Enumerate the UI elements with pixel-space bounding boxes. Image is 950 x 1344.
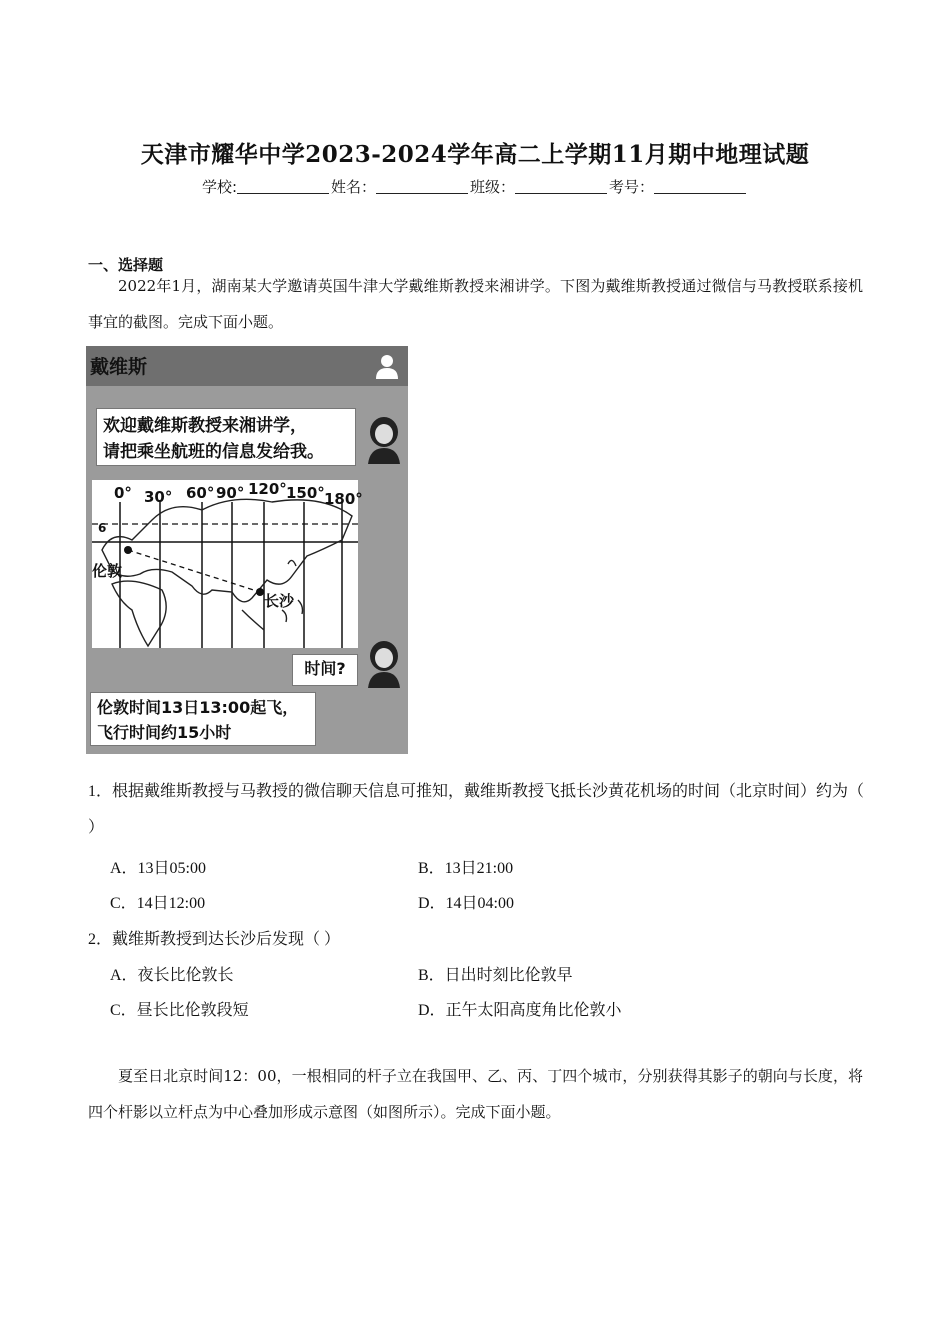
question-2-stem: 2．戴维斯教授到达长沙后发现（ ） <box>88 931 341 948</box>
q1-option-a[interactable]: A．13日05:00 <box>110 860 207 877</box>
degree-label: 150° <box>286 484 325 502</box>
chat-header <box>86 346 408 386</box>
world-map <box>92 480 363 648</box>
section-heading: 一、选择题 <box>88 256 164 274</box>
q1-option-c[interactable]: C．14日12:00 <box>110 895 206 912</box>
chat-contact-name: 戴维斯 <box>90 356 148 378</box>
london-point <box>124 546 132 554</box>
question-1-stem: 1．根据戴维斯教授与马教授的微信聊天信息可推知，戴维斯教授飞抵长沙黄花机场的时间（北京时间）约为（ ） <box>88 783 865 836</box>
q2-option-c[interactable]: C．昼长比伦敦段短 <box>110 1002 249 1019</box>
number-blank[interactable] <box>654 179 746 194</box>
degree-label: 60° <box>186 484 215 502</box>
school-label: 学校: <box>201 178 237 196</box>
latitude-label: 6 <box>98 521 107 535</box>
q1-option-b[interactable]: B．13日21:00 <box>418 860 514 877</box>
page-title: 天津市耀华中学2023-2024学年高二上学期11月期中地理试题 <box>140 141 810 168</box>
class-blank[interactable] <box>515 179 607 194</box>
student-info-line <box>0 176 950 197</box>
message-1-line-1: 欢迎戴维斯教授来湘讲学， <box>103 416 307 436</box>
wechat-screenshot-figure <box>86 346 408 754</box>
message-bubble-1 <box>96 408 356 466</box>
name-label: 姓名： <box>331 178 377 196</box>
degree-label: 30° <box>144 488 173 506</box>
number-label: 考号： <box>609 178 655 196</box>
school-blank[interactable] <box>237 179 329 194</box>
user-icon <box>374 352 400 380</box>
message-1-line-2: 请把乘坐航班的信息发给我。 <box>103 442 324 462</box>
q1-option-d[interactable]: D．14日04:00 <box>418 895 515 912</box>
message-3-line-2: 飞行时间约15小时 <box>97 723 232 742</box>
q2-option-d[interactable]: D．正午太阳高度角比伦敦小 <box>418 1002 622 1019</box>
name-blank[interactable] <box>376 179 468 194</box>
q2-option-a[interactable]: A．夜长比伦敦长 <box>110 967 234 984</box>
avatar-icon <box>362 638 406 688</box>
london-label: 伦敦 <box>92 562 123 580</box>
message-3-line-1: 伦敦时间13日13:00起飞， <box>97 698 299 717</box>
degree-label: 180° <box>324 490 363 508</box>
degree-label: 90° <box>216 484 245 502</box>
message-bubble-2: 时间? <box>292 654 358 686</box>
degree-label: 120° <box>248 480 287 498</box>
changsha-point <box>256 588 264 596</box>
degree-label: 0° <box>114 484 132 502</box>
intro-paragraph-2: 夏至日北京时间12：00，一根相同的杆子立在我国甲、乙、丙、丁四个城市，分别获得其影子的朝向与长度，将四个杆影以立杆点为中心叠加形成示意图（如图所示）。完成下面小题。 <box>88 1067 863 1121</box>
intro-paragraph-1: 2022年1月，湖南某大学邀请英国牛津大学戴维斯教授来湘讲学。下图为戴维斯教授通过微信与马教授联系接机事宜的截图。完成下面小题。 <box>88 277 863 331</box>
q2-option-b[interactable]: B．日出时刻比伦敦早 <box>418 967 573 984</box>
class-label: 班级： <box>470 178 516 196</box>
message-bubble-3 <box>90 692 316 746</box>
avatar-icon <box>362 414 406 464</box>
changsha-label: 长沙 <box>264 592 295 610</box>
